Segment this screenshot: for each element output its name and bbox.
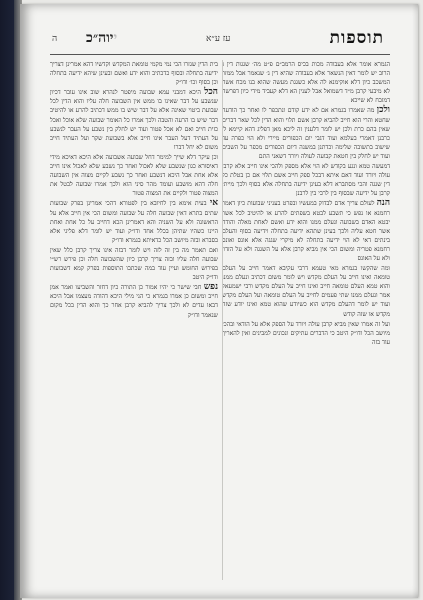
commentary-paragraph xyxy=(222,60,390,105)
commentary-paragraph xyxy=(222,162,390,198)
book-page xyxy=(20,4,418,598)
paragraph-text: חבי שישר כי יהיו אמור כן התורה כיון דחזר והשביעו ואמר אמן חייב ומשום כן אמרו בגמרא כי הני מילי היכא דהודה מעצמו אבל היכא דבאו עדים לא ולכך צריך להביא קרבן אחר כך והוא הדין בכל מקום שנאמר ודו״ק xyxy=(50,284,218,319)
page-letter: ה xyxy=(52,34,58,44)
dibur-hamatchil: נפש xyxy=(203,282,218,293)
page-shade xyxy=(412,4,418,598)
commentary-paragraph xyxy=(50,153,218,198)
commentary-paragraph xyxy=(50,60,218,87)
paragraph-text: היכא דמבני עמא שבועה מיפטר לנהרא שוב אינו עובר דכיון שנשבע על דבר שאינו בו ממש אין השבועה חלה עליו והוא הדין לכל שבועת ביטוי שאינה אלא על דבר שיש בו ממש דכתיב להרע או להיטיב דבר שיש בו הרעה והטבה ולכך אמרו כל האומר שבועה שלא אוכל ואכל כזית חייב ואם לא אכל פטור ועוד יש לחלק בין נשבע על העבר לנשבע על העתיד דעל העבר אינו חייב אלא בשבועת שקר ועל העתיד חייב משום לא יחל דברו xyxy=(50,89,218,151)
commentary-paragraph xyxy=(222,106,390,161)
paragraph-text: ומה שהקשו בגמרא מאי טעמא דרבי עקיבא דאמר חייב על העלם טומאה ואינו חייב על העלם מקדש ויש לומר משום דכתיב ונעלם ממנו והוא טמא העלם טומאה חייב ואינו חייב על העלם מקדש ורבי ישמעאל אמר ונעלם ממנו שתי פעמים לחייב על העלם טומאה ועל העלם מקדש ועוד יש לומר דהעלם מקדש הוא כשיודע שהוא טמא ואינו יודע שזה מקדש או שזה קודש xyxy=(222,265,390,318)
paragraph-text: וכן עיקר דלא שייך למימר דחל שבועה אשבועה אלא היכא דאיכא מידי דאיסורא כגון שנשבע שלא לאכול ואחר כך נשבע שלא לאכול אינו חייב אלא אחת אבל היכא דנשבע ואחר כך נשבע לקיים מצוה אין השבועה חלה דהא מושבע ועומד מהר סיני הוא ולכך אמרו שבועה לבטל את המצוה פטור ולקיים את המצוה פטור xyxy=(50,153,218,198)
commentary-paragraph xyxy=(50,246,218,282)
commentary-paragraph xyxy=(222,199,390,263)
paragraph-text: ואם תאמר מה בין זה לזה ויש לומר דבזה אינו צריך קרבן כלל שאין שבועה חלה עליו ובזה צריך קרבן כיון שהשבועה חלה וכן פירש רש״י בפירוש החומש ועיין עוד במה שכתבו התוספות בפרק קמא דשבועות ודו״ק היטב xyxy=(50,246,218,282)
running-head-faded: י xyxy=(113,30,118,46)
commentary-paragraph xyxy=(222,320,390,347)
dibur-hamatchil: הנה xyxy=(376,198,390,209)
folio-label: עז ע״א xyxy=(206,34,231,44)
dibur-hamatchil: ולכן xyxy=(376,105,390,116)
dibur-hamatchil: אי xyxy=(209,198,218,209)
left-column xyxy=(50,60,218,580)
commentary-paragraph xyxy=(50,283,218,319)
header-rule xyxy=(50,54,390,55)
column-divider xyxy=(222,60,223,580)
paragraph-text: לעולם צריך אדם לבדוק במעשיו ובפרט בעניני שבועות כיון דאמר רחמנא או נפש כי תשבע לבטא בשפתים להרע או להיטיב לכל אשר יבטא האדם בשבועה ונעלם ממנו והוא ידע ואשם לאחת מאלה והודה אשר חטא עליה ולכך בעינן שתהא ידיעה בתחלה וידיעה בסוף והעלם בינתים דאי לא הוי ידיעה בתחלה לא מיקרי שגגה אלא אונס ואונס רחמנא פטריה ומשום הכי אין מביא קרבן אלא על השגגה ולא על הזדון ולא על האונס xyxy=(222,200,390,262)
paragraph-text: בעית אימא בין לחיובא בין לפטורא דהכי אמרינן בפרק שבועות שתים בתרא דאין שבועה חלה על שבועה ומשום הכי אין חייב אלא על הראשונה ולא על השניה והא דאמרינן הכא דחייב על כל אחת ואחת היינו כשהיו שתיהן בכלל אחד ודו״ק ועוד יש לומר דלא פליגי אלא בסברא ובזה מיושב הכל כדאיתא בגמרא ודו״ק xyxy=(50,200,218,244)
page-title: תוספות xyxy=(329,28,384,48)
paragraph-text: דמעשה טמא ונגע בקודש לא הוי אלא מספק ולהכי אינו חייב אלא קרבן עולה ויורד ועוד דאם איתא דבכל ספק חייב אשם תלוי אם כן בטלת כל דין שגגה והכי מסתברא דלא בעינן ידיעה בתחלה אלא בסוף ולכך מייתי קרבן על ידיעה שבסוף בין לרבי בין לרבנן xyxy=(222,163,390,198)
right-column xyxy=(222,60,390,580)
paragraph-text: מה שאמרו בגמרא אם לא ידע קודם ונתכפר לו ואחר כך הודעה שחטא והרי הוא חייב להביא קרבן אשם תלוי והוא הדין לכל שאר דברים שאין בהם כרת ולכן יש לומר דלענין זה ליכא מאן דפליג דהא קיימא לן כרבנן דאמרי בעלמא ועוד דגבי יום הכפורים מיירי ולא הוי כפרה עד שישוב בתשובה שלימה וכדתנן במשנה דיום הכפורים מכפר על השבים ועוד יש לחלק בין חטאת קבועה לעולה ויורד דשאני התם xyxy=(222,107,390,160)
commentary-paragraph xyxy=(50,199,218,244)
paragraph-text: הגמרא אומר אלא בעבודה מכות בכיס הרמב״ם פ״ט מה׳ שגגות דין ג הרוב יש לומר דאין הנשאר אלא בעבודה שהיא דין ג׳ שנאמר אבל ממזר המשכב כיון דלא אוקימנא לה אלא כשגגת מעשה שהוא בנו מכח אשה לא מיבעי קרבן מ״ד דשמואל אבל לענין הא דלא קעביד מידי כיון דפרשה דמזבח לא שייכא xyxy=(222,61,390,105)
commentary-paragraph xyxy=(50,88,218,152)
running-head-text: יוה״כ xyxy=(86,30,114,46)
dibur-hamatchil: הכל xyxy=(204,87,218,98)
commentary-paragraph xyxy=(222,264,390,319)
page-header xyxy=(50,28,390,50)
running-head xyxy=(86,30,117,47)
paragraph-text: בית הדין שגזרו הכי נמי מקמי טומאת המקדש וקדשיו דהא אמרינן דצריך ידיעה בתחלה ובסוף כדכתיב והוא ידע ואשם ובעינן שיהא ידיעה בתחלה וכן בסוף וכו׳ ודו״ק xyxy=(50,61,218,87)
paragraph-text: ועל זה אמרו שאין מביא קרבן עולה ויורד על הספק אלא על הודאי ובהכי מיושב הכל ודו״ק היטב כי הדברים עתיקים ונכונים למבינים ואין להאריך עוד בזה xyxy=(222,320,390,346)
